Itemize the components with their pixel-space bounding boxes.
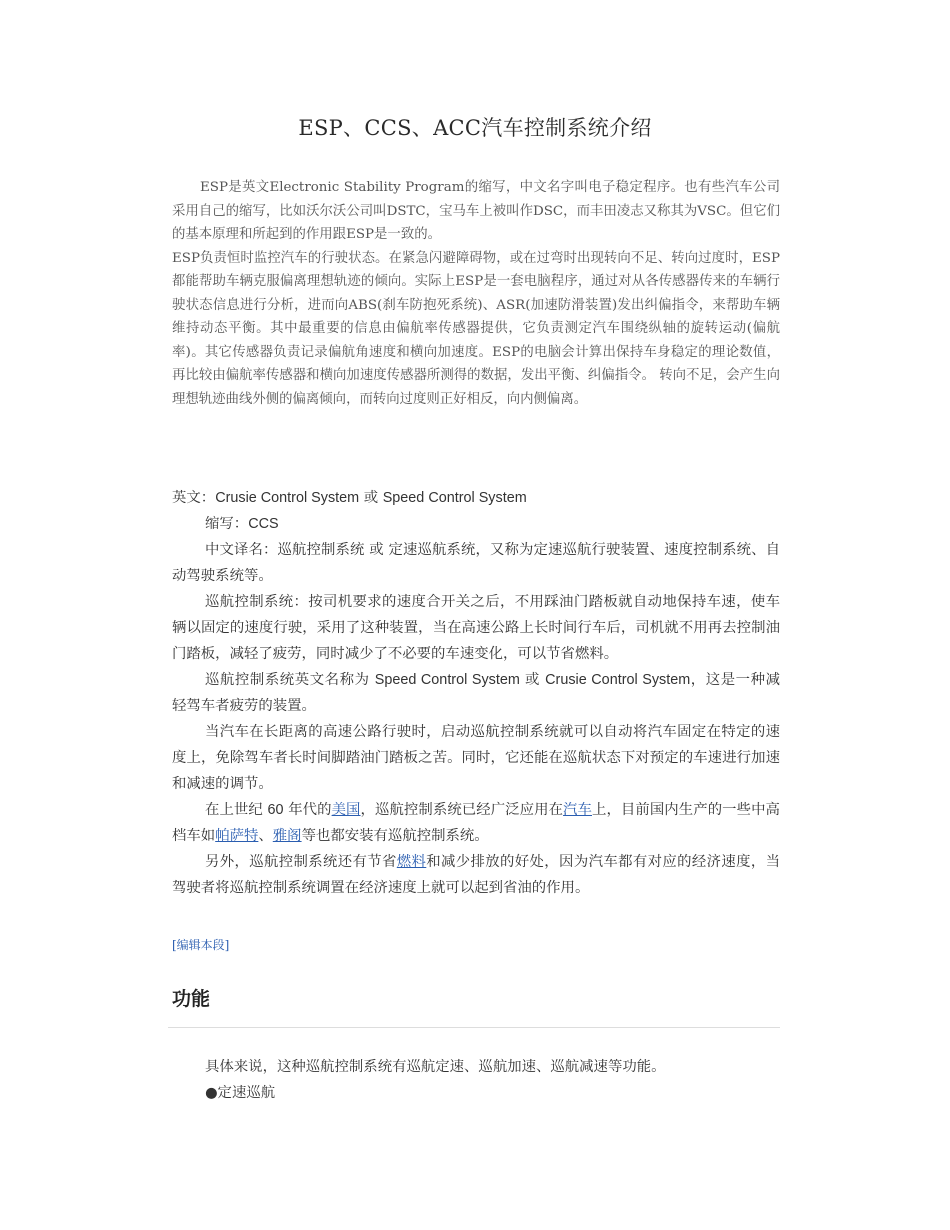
- ccs-name-or: 或: [525, 672, 540, 688]
- ccs-history-text-c: ，巡航控制系统已经广泛应用在: [360, 802, 564, 818]
- ccs-name-en-2: Crusie Control System: [545, 672, 691, 688]
- ccs-paragraph-fuel: [172, 849, 780, 901]
- esp-paragraph-function: ESP负责恒时监控汽车的行驶状态。在紧急闪避障碍物，或在过弯时出现转向不足、转向过度时，ESP都能帮助车辆克服偏离理想轨迹的倾向。实际上ESP是一套电脑程序，通过对从各传感器传来的车辆行驶状态信息进行分析，进而向ABS(刹车防抱死系统)、ASR(加速防滑装置)发出纠偏指令，来帮助车辆维持动态平衡。其中最重要的信息由偏航率传感器提供，它负责测定汽车围绕纵轴的旋转运动(偏航率)。其它传感器负责记录偏航角速度和横向加速度。ESP的电脑会计算出保持车身稳定的理论数值，再比较由偏航率传感器和横向加速度传感器所测得的数据，发出平衡、纠偏指令。 转向不足，会产生向理想轨迹曲线外侧的偏离倾向，而转向过度则正好相反，向内侧偏离。: [172, 250, 780, 407]
- link-usa[interactable]: 美国: [331, 802, 361, 818]
- esp-section: [172, 176, 780, 411]
- ccs-english-prefix: 英文：: [172, 490, 216, 506]
- ccs-name-text-c: ，这是一种减轻驾车者疲劳的装置。: [172, 672, 780, 714]
- ccs-paragraph-english-name: [172, 667, 780, 719]
- functions-intro: 具体来说，这种巡航控制系统有巡航定速、巡航加速、巡航减速等功能。: [205, 1059, 666, 1075]
- ccs-fuel-text-b: 和减少排放的好处，因为汽车都有对应的经济速度，当驾驶者将巡航控制系统调置在经济速度上就可以起到省油的作用。: [172, 854, 780, 896]
- esp-paragraph-definition: ESP是英文Electronic Stability Program的缩写，中文名字叫电子稳定程序。也有些汽车公司采用自己的缩写，比如沃尔沃公司叫DSTC，宝马车上被叫作DSC，而丰田凌志又称其为VSC。但它们的基本原理和所起到的作用跟ESP是一致的。: [172, 180, 780, 242]
- ccs-history-text-b: 年代的: [288, 802, 332, 818]
- ccs-fuel-text-a: 另外，巡航控制系统还有节省: [205, 854, 397, 870]
- link-passat[interactable]: 帕萨特: [215, 828, 259, 844]
- ccs-english-name-line: [172, 485, 780, 511]
- edit-section-link[interactable]: [编辑本段]: [172, 938, 230, 952]
- ccs-abbreviation-line: [172, 511, 780, 537]
- link-accord[interactable]: 雅阁: [272, 828, 302, 844]
- ccs-history-number: 60: [267, 802, 284, 818]
- ccs-name-en-1: Speed Control System: [374, 672, 520, 688]
- ccs-or-word: 或: [363, 490, 379, 506]
- ccs-section: [172, 485, 780, 901]
- ccs-history-text-d: 上，目前国内生产的一些中高档车如: [172, 802, 780, 844]
- link-fuel[interactable]: 燃料: [396, 854, 427, 870]
- section-divider: [168, 1027, 780, 1028]
- ccs-chinese-translation: 中文译名：巡航控制系统 或 定速巡航系统，又称为定速巡航行驶装置、速度控制系统、自动驾驶系统等。: [172, 542, 780, 584]
- ccs-abbr-prefix: 缩写：: [205, 516, 249, 532]
- functions-list-item: ●定速巡航: [205, 1085, 276, 1101]
- ccs-english-name-2: Speed Control System: [382, 490, 527, 506]
- ccs-paragraph-highway: 当汽车在长距离的高速公路行驶时，启动巡航控制系统就可以自动将汽车固定在特定的速度上，免除驾车者长时间脚踏油门踏板之苦。同时，它还能在巡航状态下对预定的车速进行加速和减速的调节。: [172, 724, 780, 792]
- link-car[interactable]: 汽车: [563, 802, 592, 818]
- ccs-paragraph-control: 巡航控制系统：按司机要求的速度合开关之后，不用踩油门踏板就自动地保持车速，使车辆以固定的速度行驶，采用了这种装置，当在高速公路上长时间行车后，司机就不用再去控制油门踏板，减轻了疲劳，同时减少了不必要的车速变化，可以节省燃料。: [172, 594, 780, 662]
- ccs-history-text-f: 等也都安装有巡航控制系统。: [301, 828, 489, 844]
- ccs-english-name-1: Crusie Control System: [215, 490, 360, 506]
- section-heading-functions: 功能: [172, 988, 211, 1010]
- ccs-history-text-a: 在上世纪: [205, 802, 263, 818]
- ccs-history-text-e: 、: [258, 828, 273, 844]
- document-title: ESP、CCS、ACC汽车控制系统介绍: [298, 116, 652, 140]
- functions-section: [172, 1054, 780, 1106]
- ccs-name-text-a: 巡航控制系统英文名称为: [205, 672, 370, 688]
- ccs-abbr: CCS: [248, 516, 279, 532]
- ccs-paragraph-history: [172, 797, 780, 849]
